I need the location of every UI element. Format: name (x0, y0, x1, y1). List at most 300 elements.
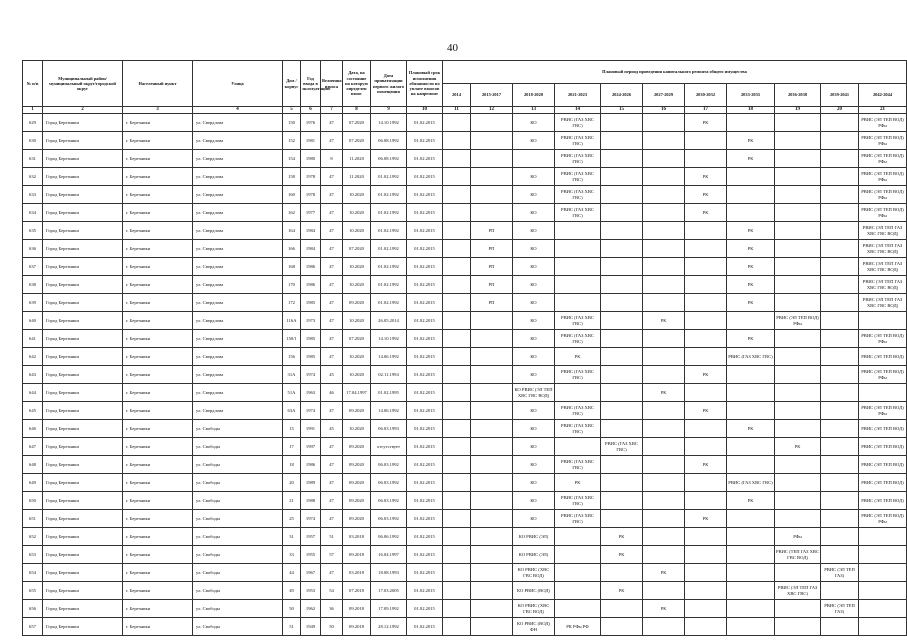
cell-house: 31 (283, 528, 301, 546)
cell-period: РВИС (ГАЗ ХВС ГВС) (555, 150, 601, 168)
cell-privatization-date: 14.06.1992 (371, 348, 407, 366)
cell-period (601, 456, 643, 474)
col-no-header: № п/п (23, 61, 43, 107)
cell-period (471, 132, 513, 150)
cell-period: РВИС (ЭЛ ТЕП ВОД) РФн (859, 402, 907, 420)
cell-period: КО (513, 402, 555, 420)
col-street-header: Улица (193, 61, 283, 107)
column-number: 10 (407, 107, 443, 114)
cell-obligation-date: 01.02.2015 (407, 240, 443, 258)
cell-period (775, 330, 821, 348)
cell-period: РК (685, 510, 727, 528)
cell-period (821, 114, 859, 132)
cell-wear: 8 (321, 150, 343, 168)
cell-period: РВИС (ЭЛ ТЕП ВОД) РФн (859, 204, 907, 222)
cell-period (471, 186, 513, 204)
cell-period (601, 474, 643, 492)
cell-street: ул. Свердлова (193, 384, 283, 402)
period-header: 2014 (443, 84, 471, 107)
cell-house: 160 (283, 186, 301, 204)
cell-district: Город Березники (43, 168, 123, 186)
cell-period (775, 474, 821, 492)
cell-period (471, 564, 513, 582)
cell-period (471, 600, 513, 618)
cell-district: Город Березники (43, 348, 123, 366)
cell-obligation-date: 01.02.2015 (407, 546, 443, 564)
cell-period (443, 330, 471, 348)
cell-period: КО (513, 438, 555, 456)
cell-period: РВИС (ГАЗ ХВС ГВС) (555, 312, 601, 330)
cell-period: КО РВИС (ЭЛ) (513, 528, 555, 546)
cell-obligation-date: 01.02.2015 (407, 222, 443, 240)
cell-condition-date: 09.2020 (343, 294, 371, 312)
cell-condition-date: 07.2020 (343, 114, 371, 132)
cell-period: РВИС (ЭЛ ТЕП ВОД) (859, 492, 907, 510)
cell-period (775, 366, 821, 384)
cell-condition-date: 07.2020 (343, 240, 371, 258)
cell-period (821, 330, 859, 348)
cell-no: 641 (23, 330, 43, 348)
cell-period (775, 222, 821, 240)
cell-period (821, 222, 859, 240)
cell-period: РК (685, 114, 727, 132)
cell-period (859, 312, 907, 330)
cell-obligation-date: 01.02.2015 (407, 618, 443, 636)
cell-period (443, 438, 471, 456)
cell-period (775, 618, 821, 636)
cell-period: РК (727, 420, 775, 438)
cell-period (727, 456, 775, 474)
cell-period (775, 564, 821, 582)
cell-period (643, 168, 685, 186)
cell-year: 1977 (301, 204, 321, 222)
cell-period (443, 600, 471, 618)
cell-period: РК (727, 150, 775, 168)
cell-year: 1973 (301, 312, 321, 330)
cell-period (443, 402, 471, 420)
cell-period (775, 132, 821, 150)
cell-period: КО (513, 186, 555, 204)
cell-period (443, 240, 471, 258)
cell-period (471, 168, 513, 186)
cell-obligation-date: 01.02.2015 (407, 474, 443, 492)
column-number: 9 (371, 107, 407, 114)
cell-period (643, 420, 685, 438)
cell-house: 51 (283, 618, 301, 636)
cell-period (601, 492, 643, 510)
table-row (23, 492, 907, 510)
cell-wear: 51 (321, 528, 343, 546)
cell-period (859, 600, 907, 618)
cell-period: КО (513, 510, 555, 528)
cell-year: 1986 (301, 276, 321, 294)
cell-period: РК (685, 204, 727, 222)
cell-privatization-date: отсутствует (371, 438, 407, 456)
cell-period (643, 546, 685, 564)
cell-period: РК (643, 384, 685, 402)
cell-period (821, 168, 859, 186)
cell-period: РВИС (ЭЛ ТЕП ВОД) РФн (859, 366, 907, 384)
cell-period: РК (685, 186, 727, 204)
table-row (23, 546, 907, 564)
column-number: 12 (471, 107, 513, 114)
column-number: 15 (601, 107, 643, 114)
cell-period: РФн (775, 528, 821, 546)
cell-year: 1985 (301, 294, 321, 312)
cell-district: Город Березники (43, 510, 123, 528)
cell-no: 635 (23, 222, 43, 240)
cell-period (685, 222, 727, 240)
cell-period: РК (727, 240, 775, 258)
cell-period: КО (513, 276, 555, 294)
cell-period: РВИС (ЭЛ ТЕП ГАЗ) (821, 600, 859, 618)
cell-period: РК (727, 132, 775, 150)
cell-period (601, 618, 643, 636)
cell-period (601, 222, 643, 240)
cell-year: 1962 (301, 600, 321, 618)
cell-year: 1978 (301, 168, 321, 186)
cell-wear: 47 (321, 492, 343, 510)
cell-no: 657 (23, 618, 43, 636)
cell-obligation-date: 01.02.2015 (407, 330, 443, 348)
cell-period (601, 294, 643, 312)
cell-privatization-date: 16.04.1997 (371, 546, 407, 564)
cell-period (643, 618, 685, 636)
cell-year: 1976 (301, 114, 321, 132)
cell-condition-date: 09.2020 (343, 402, 371, 420)
col-year-header: Год ввода в эксплуатацию (301, 61, 321, 107)
cell-period (775, 186, 821, 204)
cell-year: 1989 (301, 474, 321, 492)
cell-obligation-date: 01.02.2015 (407, 456, 443, 474)
cell-period (443, 168, 471, 186)
cell-settlement: г. Березники (123, 348, 193, 366)
cell-street: ул. Свердлова (193, 258, 283, 276)
cell-period: КО (513, 420, 555, 438)
cell-period (443, 294, 471, 312)
cell-settlement: г. Березники (123, 384, 193, 402)
column-number: 1 (23, 107, 43, 114)
cell-period (775, 114, 821, 132)
cell-period: КО (513, 240, 555, 258)
cell-period: РП (471, 276, 513, 294)
table-row (23, 600, 907, 618)
cell-street: ул. Свободы (193, 564, 283, 582)
cell-condition-date: 10.2020 (343, 186, 371, 204)
cell-period: РВИС (ЭЛ ТЕП ВОД) РФн (859, 150, 907, 168)
period-header: 2021-2023 (555, 84, 601, 107)
cell-period: РК (643, 312, 685, 330)
cell-settlement: г. Березники (123, 456, 193, 474)
cell-period (443, 222, 471, 240)
cell-condition-date: 07.2020 (343, 132, 371, 150)
cell-period (821, 438, 859, 456)
cell-district: Город Березники (43, 258, 123, 276)
cell-district: Город Березники (43, 582, 123, 600)
cell-district: Город Березники (43, 204, 123, 222)
table-row (23, 420, 907, 438)
cell-district: Город Березники (43, 600, 123, 618)
cell-wear: 36 (321, 600, 343, 618)
cell-period (555, 240, 601, 258)
cell-year: 1974 (301, 366, 321, 384)
cell-no: 653 (23, 546, 43, 564)
column-number: 16 (643, 107, 685, 114)
cell-condition-date: 09.2020 (343, 474, 371, 492)
cell-period (443, 348, 471, 366)
cell-year: 1984 (301, 222, 321, 240)
cell-wear: 47 (321, 510, 343, 528)
plan-period-group-header: Плановый период проведения капитального ремонта общего имущества (443, 61, 907, 84)
cell-settlement: г. Березники (123, 114, 193, 132)
table-row (23, 510, 907, 528)
cell-wear: 47 (321, 474, 343, 492)
cell-period (775, 420, 821, 438)
cell-district: Город Березники (43, 474, 123, 492)
cell-district: Город Березники (43, 564, 123, 582)
cell-house: 17 (283, 438, 301, 456)
cell-district: Город Березники (43, 366, 123, 384)
cell-period (601, 564, 643, 582)
cell-street: ул. Свердлова (193, 204, 283, 222)
cell-wear: 47 (321, 240, 343, 258)
cell-period (643, 438, 685, 456)
cell-period: РВИС (ГАЗ ХВС ГВС) (555, 492, 601, 510)
cell-period (471, 492, 513, 510)
cell-condition-date: 07.2020 (343, 330, 371, 348)
cell-house: 168 (283, 258, 301, 276)
cell-period (821, 186, 859, 204)
cell-period (555, 438, 601, 456)
cell-period (471, 114, 513, 132)
cell-obligation-date: 01.02.2015 (407, 204, 443, 222)
cell-street: ул. Свердлова (193, 294, 283, 312)
period-header: 2015-2017 (471, 84, 513, 107)
cell-period (443, 420, 471, 438)
column-number: 14 (555, 107, 601, 114)
cell-period (601, 168, 643, 186)
cell-period: РК (601, 528, 643, 546)
cell-period: РК (727, 258, 775, 276)
cell-period (601, 186, 643, 204)
cell-no: 633 (23, 186, 43, 204)
column-number: 2 (43, 107, 123, 114)
table-row (23, 582, 907, 600)
cell-period: РП (471, 240, 513, 258)
cell-house: 18 (283, 456, 301, 474)
cell-street: ул. Свободы (193, 546, 283, 564)
cell-period: РВИС (ЭЛ ТЕП ГАЗ ХВС ГВС ВОД) (859, 294, 907, 312)
cell-period: КО (513, 492, 555, 510)
cell-house: 158 (283, 168, 301, 186)
cell-period (601, 600, 643, 618)
cell-obligation-date: 01.02.2015 (407, 132, 443, 150)
cell-period (775, 294, 821, 312)
cell-street: ул. Свободы (193, 420, 283, 438)
cell-period (555, 294, 601, 312)
cell-period: РК (601, 582, 643, 600)
cell-period (821, 618, 859, 636)
cell-period (727, 114, 775, 132)
cell-period (601, 240, 643, 258)
cell-wear: 54 (321, 582, 343, 600)
cell-district: Город Березники (43, 420, 123, 438)
cell-period (471, 330, 513, 348)
cell-period: РК (643, 600, 685, 618)
cell-period: КО (513, 294, 555, 312)
cell-period: РК (727, 294, 775, 312)
cell-street: ул. Свободы (193, 582, 283, 600)
cell-period (643, 366, 685, 384)
cell-privatization-date: 17.09.1992 (371, 600, 407, 618)
cell-period (727, 438, 775, 456)
cell-period (601, 114, 643, 132)
cell-year: 1988 (301, 492, 321, 510)
cell-period (471, 510, 513, 528)
cell-year: 1953 (301, 582, 321, 600)
cell-year: 1986 (301, 258, 321, 276)
cell-period: КО РВИС (ХВС ГВС ВОД) (513, 600, 555, 618)
column-number: 8 (343, 107, 371, 114)
column-number: 18 (727, 107, 775, 114)
cell-settlement: г. Березники (123, 528, 193, 546)
cell-period (443, 258, 471, 276)
cell-period: РК (643, 564, 685, 582)
cell-year: 1985 (301, 348, 321, 366)
period-header: 2042-2044 (859, 84, 907, 107)
cell-settlement: г. Березники (123, 222, 193, 240)
cell-house: 21 (283, 492, 301, 510)
cell-period (471, 456, 513, 474)
cell-district: Город Березники (43, 492, 123, 510)
cell-house: 15 (283, 420, 301, 438)
cell-period (443, 186, 471, 204)
cell-wear: 47 (321, 276, 343, 294)
cell-wear: 47 (321, 114, 343, 132)
cell-condition-date: 09.2020 (343, 438, 371, 456)
cell-condition-date: 03.2018 (343, 564, 371, 582)
cell-settlement: г. Березники (123, 132, 193, 150)
column-number: 3 (123, 107, 193, 114)
cell-privatization-date: 01.02.1995 (371, 384, 407, 402)
period-header: 2033-2035 (727, 84, 775, 107)
cell-period (643, 150, 685, 168)
cell-period (443, 474, 471, 492)
cell-period: РВИС (ГАЗ ХВС ГВС) (555, 366, 601, 384)
cell-condition-date: 09.2018 (343, 600, 371, 618)
cell-district: Город Березники (43, 330, 123, 348)
table-row (23, 258, 907, 276)
cell-period (601, 420, 643, 438)
cell-period: РК (555, 474, 601, 492)
cell-no: 645 (23, 402, 43, 420)
cell-wear: 47 (321, 330, 343, 348)
cell-house: 50 (283, 600, 301, 618)
cell-house: 170 (283, 276, 301, 294)
table-row (23, 204, 907, 222)
cell-period (821, 204, 859, 222)
period-header: 2039-2041 (821, 84, 859, 107)
cell-period: КО (513, 366, 555, 384)
cell-district: Город Березники (43, 150, 123, 168)
cell-period (685, 492, 727, 510)
cell-privatization-date: 02.11.1994 (371, 366, 407, 384)
cell-privatization-date: 06.06.1992 (371, 528, 407, 546)
col-house-header: Дом / корпус (283, 61, 301, 107)
cell-period (685, 276, 727, 294)
cell-period (727, 546, 775, 564)
cell-period (471, 150, 513, 168)
cell-obligation-date: 01.02.2015 (407, 366, 443, 384)
cell-period (685, 546, 727, 564)
cell-period: РВИС (ГАЗ ХВС ГВС) (727, 348, 775, 366)
col-wear-header: Величина износа (321, 61, 343, 107)
cell-house: 44 (283, 564, 301, 582)
cell-obligation-date: 01.02.2015 (407, 312, 443, 330)
cell-no: 638 (23, 276, 43, 294)
cell-period (471, 474, 513, 492)
cell-street: ул. Свердлова (193, 240, 283, 258)
cell-period (821, 348, 859, 366)
cell-district: Город Березники (43, 384, 123, 402)
table-row (23, 528, 907, 546)
cell-period: КО (513, 456, 555, 474)
cell-no: 630 (23, 132, 43, 150)
table-body (23, 114, 907, 636)
cell-district: Город Березники (43, 528, 123, 546)
cell-privatization-date: 06.03.1992 (371, 474, 407, 492)
cell-period (821, 528, 859, 546)
cell-settlement: г. Березники (123, 312, 193, 330)
cell-no: 646 (23, 420, 43, 438)
cell-house: 51А (283, 384, 301, 402)
cell-privatization-date: 14.06.1992 (371, 402, 407, 420)
cell-no: 654 (23, 564, 43, 582)
cell-year: 1963 (301, 384, 321, 402)
cell-period (685, 600, 727, 618)
col-obligation-header: Плановый срок исполнения обязанности по уплате взносов на капремонт (407, 61, 443, 107)
cell-period: РК (601, 546, 643, 564)
cell-wear: 50 (321, 618, 343, 636)
cell-obligation-date: 01.02.2015 (407, 276, 443, 294)
cell-wear: 47 (321, 132, 343, 150)
cell-period (775, 492, 821, 510)
cell-period (555, 258, 601, 276)
cell-obligation-date: 01.02.2015 (407, 510, 443, 528)
cell-period (471, 204, 513, 222)
cell-street: ул. Свердлова (193, 132, 283, 150)
cell-district: Город Березники (43, 186, 123, 204)
cell-no: 640 (23, 312, 43, 330)
table-row (23, 438, 907, 456)
cell-privatization-date: 18.08.1993 (371, 564, 407, 582)
table-row (23, 384, 907, 402)
cell-no: 651 (23, 510, 43, 528)
cell-no: 632 (23, 168, 43, 186)
cell-privatization-date: 06.03.1993 (371, 420, 407, 438)
cell-period (555, 564, 601, 582)
cell-street: ул. Свободы (193, 492, 283, 510)
cell-period (775, 168, 821, 186)
cell-period (555, 600, 601, 618)
cell-district: Город Березники (43, 240, 123, 258)
table-row (23, 222, 907, 240)
cell-period (643, 348, 685, 366)
cell-period (643, 222, 685, 240)
cell-wear: 47 (321, 564, 343, 582)
cell-period (775, 384, 821, 402)
cell-period (643, 510, 685, 528)
